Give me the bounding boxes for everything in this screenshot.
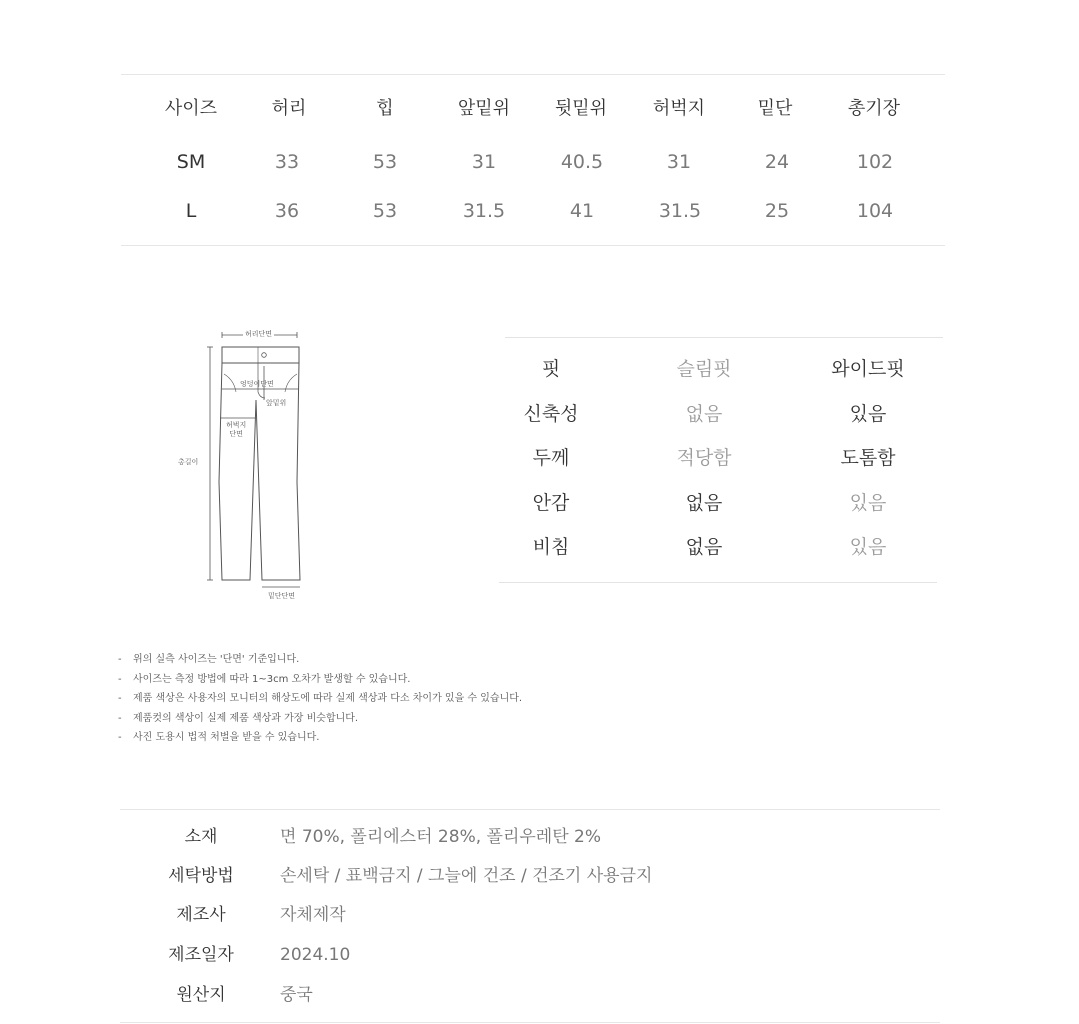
note-dash: - bbox=[118, 654, 122, 665]
size-header-cell: 밑단 bbox=[757, 98, 793, 119]
size-cell: 31.5 bbox=[462, 200, 506, 222]
size-cell: 104 bbox=[856, 200, 894, 222]
feature-name: 핏 bbox=[541, 358, 561, 380]
diagram-label-thigh: 허벅지 단면 bbox=[226, 421, 247, 438]
size-cell: L bbox=[185, 200, 197, 222]
size-cell: 53 bbox=[372, 151, 398, 173]
size-header-cell: 뒷밑위 bbox=[554, 98, 608, 119]
note-text: 제품컷의 색상이 실제 제품 색상과 가장 비슷합니다. bbox=[133, 712, 359, 724]
table-row bbox=[120, 940, 940, 970]
size-cell: 40.5 bbox=[560, 151, 604, 173]
feature-option: 있음 bbox=[849, 536, 887, 558]
feature-name: 두께 bbox=[532, 447, 570, 469]
note-text: 사이즈는 측정 방법에 따라 1~3cm 오차가 발생할 수 있습니다. bbox=[133, 673, 411, 685]
feature-option: 없음 bbox=[685, 403, 723, 425]
info-label: 제조일자 bbox=[168, 945, 234, 965]
feature-name: 비침 bbox=[532, 536, 570, 558]
size-header-cell: 앞밑위 bbox=[457, 98, 511, 119]
table-row bbox=[121, 196, 945, 226]
info-value: 면 70%, 폴리에스터 28%, 폴리우레탄 2% bbox=[280, 827, 602, 847]
info-label: 원산지 bbox=[176, 985, 226, 1005]
note-dash: - bbox=[118, 673, 122, 685]
list-item bbox=[118, 709, 718, 729]
size-cell: 41 bbox=[569, 200, 595, 222]
table-row bbox=[499, 355, 943, 383]
notes-list bbox=[118, 650, 718, 748]
size-cell: 31 bbox=[666, 151, 692, 173]
feature-option: 와이드핏 bbox=[831, 358, 905, 380]
info-label: 소재 bbox=[184, 827, 218, 847]
feature-option: 있음 bbox=[849, 403, 887, 425]
table-row bbox=[499, 489, 943, 517]
feature-option: 슬림핏 bbox=[676, 358, 732, 380]
note-text: 위의 실측 사이즈는 '단면' 기준입니다. bbox=[133, 654, 300, 665]
diagram-label-hip: 엉덩이단면 bbox=[240, 380, 274, 388]
size-table bbox=[121, 74, 945, 246]
product-info-table bbox=[120, 809, 940, 1023]
note-text: 제품 색상은 사용자의 모니터의 해상도에 따라 실제 색상과 다소 차이가 있을 수 있습니다. bbox=[133, 693, 523, 704]
size-header-cell: 힙 bbox=[376, 98, 394, 119]
diagram-label-length: 총길이 bbox=[178, 458, 199, 466]
size-cell: 53 bbox=[372, 200, 398, 222]
size-cell: 25 bbox=[764, 200, 790, 222]
table-row bbox=[499, 444, 943, 472]
size-cell: 31.5 bbox=[658, 200, 702, 222]
list-item bbox=[118, 728, 718, 748]
pants-measurement-diagram bbox=[170, 322, 340, 607]
size-header-cell: 총기장 bbox=[847, 98, 901, 119]
info-label: 제조사 bbox=[176, 905, 226, 925]
list-item bbox=[118, 670, 718, 690]
size-cell: 36 bbox=[274, 200, 300, 222]
diagram-label-front-rise: 앞밑위 bbox=[266, 399, 287, 407]
note-text: 사진 도용시 법적 처벌을 받을 수 있습니다. bbox=[133, 732, 320, 743]
info-value: 중국 bbox=[280, 985, 313, 1005]
table-row bbox=[120, 980, 940, 1010]
note-dash: - bbox=[118, 732, 122, 743]
table-row bbox=[121, 147, 945, 177]
feature-name: 안감 bbox=[532, 492, 570, 514]
info-label: 세탁방법 bbox=[168, 866, 234, 886]
feature-table bbox=[499, 337, 943, 583]
diagram-label-waist: 허리단면 bbox=[245, 330, 273, 338]
feature-option: 도톰함 bbox=[840, 447, 896, 469]
diagram-label-hem: 밑단단면 bbox=[268, 592, 296, 600]
table-row bbox=[120, 861, 940, 891]
note-dash: - bbox=[118, 693, 122, 704]
size-table-header bbox=[121, 94, 945, 124]
info-value: 손세탁 / 표백금지 / 그늘에 건조 / 건조기 사용금지 bbox=[280, 866, 653, 886]
size-cell: 102 bbox=[856, 151, 894, 173]
size-header-cell: 허벅지 bbox=[652, 98, 706, 119]
feature-option: 적당함 bbox=[676, 447, 732, 469]
feature-name: 신축성 bbox=[523, 403, 579, 425]
size-header-cell: 허리 bbox=[271, 98, 307, 119]
list-item bbox=[118, 650, 718, 670]
info-value: 자체제작 bbox=[280, 905, 346, 925]
size-cell: 31 bbox=[471, 151, 497, 173]
size-header-cell: 사이즈 bbox=[164, 98, 218, 119]
feature-option: 없음 bbox=[685, 536, 723, 558]
size-cell: 24 bbox=[764, 151, 790, 173]
table-row bbox=[499, 400, 943, 428]
divider bbox=[499, 582, 937, 583]
table-row bbox=[120, 900, 940, 930]
divider bbox=[505, 337, 943, 338]
feature-option: 없음 bbox=[685, 492, 723, 514]
size-cell: SM bbox=[176, 151, 206, 173]
table-row bbox=[499, 533, 943, 561]
feature-option: 있음 bbox=[849, 492, 887, 514]
table-row bbox=[120, 822, 940, 852]
size-cell: 33 bbox=[274, 151, 300, 173]
info-value: 2024.10 bbox=[280, 945, 351, 965]
list-item bbox=[118, 689, 718, 709]
note-dash: - bbox=[118, 712, 122, 724]
